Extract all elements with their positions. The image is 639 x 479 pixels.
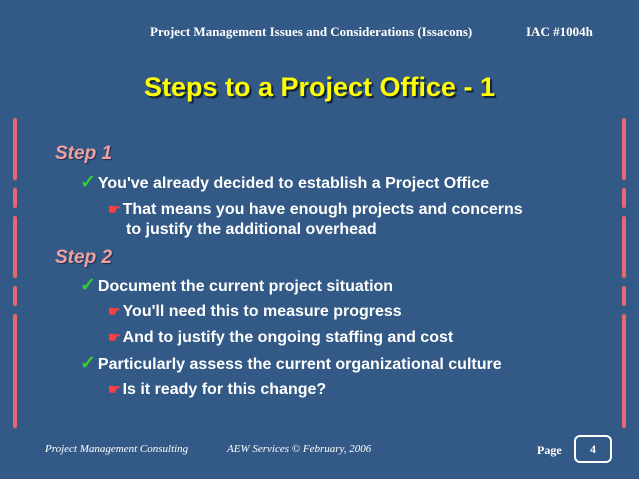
- course-code: IAC #1004h: [526, 24, 593, 39]
- page-label: Page: [537, 443, 562, 457]
- step-1-label: Step 1: [55, 143, 113, 164]
- check-icon: ✓: [80, 353, 96, 374]
- pointing-hand-icon: ☛: [108, 381, 121, 397]
- sub-bullet-item: [108, 199, 523, 240]
- step-2-label: Step 2: [55, 247, 113, 268]
- right-decorative-bar: [622, 118, 626, 428]
- bullet-item: [80, 352, 502, 375]
- sub-bullet-item: [108, 301, 402, 322]
- sub-bullet-text: That means you have enough projects and concerns: [122, 201, 523, 218]
- bullet-text: Document the current project situation: [97, 278, 394, 295]
- footer-copyright: AEW Services © February, 2006: [227, 443, 372, 455]
- check-icon: ✓: [80, 275, 96, 296]
- left-decorative-bar: [13, 118, 17, 428]
- bullet-text: Particularly assess the current organizational culture: [97, 356, 502, 373]
- bullet-item: [80, 171, 489, 194]
- sub-bullet-text: Is it ready for this change?: [122, 381, 327, 398]
- sub-bullet-item: [108, 379, 326, 400]
- pointing-hand-icon: ☛: [108, 303, 121, 319]
- sub-bullet-item: [108, 327, 453, 348]
- sub-bullet-text-continued: to justify the additional overhead: [126, 221, 377, 238]
- pointing-hand-icon: ☛: [108, 329, 121, 345]
- course-title: Project Management Issues and Considerations (Issacons): [150, 24, 473, 39]
- slide-title: Steps to a Project Office - 1: [143, 72, 496, 102]
- check-icon: ✓: [80, 172, 96, 193]
- sub-bullet-text: And to justify the ongoing staffing and cost: [122, 329, 454, 346]
- pointing-hand-icon: ☛: [108, 201, 121, 217]
- footer-organization: Project Management Consulting: [45, 443, 189, 455]
- sub-bullet-text: You'll need this to measure progress: [122, 303, 402, 320]
- bullet-text: You've already decided to establish a Project Office: [97, 175, 490, 192]
- bullet-item: [80, 274, 393, 297]
- page-number: 4: [574, 435, 612, 463]
